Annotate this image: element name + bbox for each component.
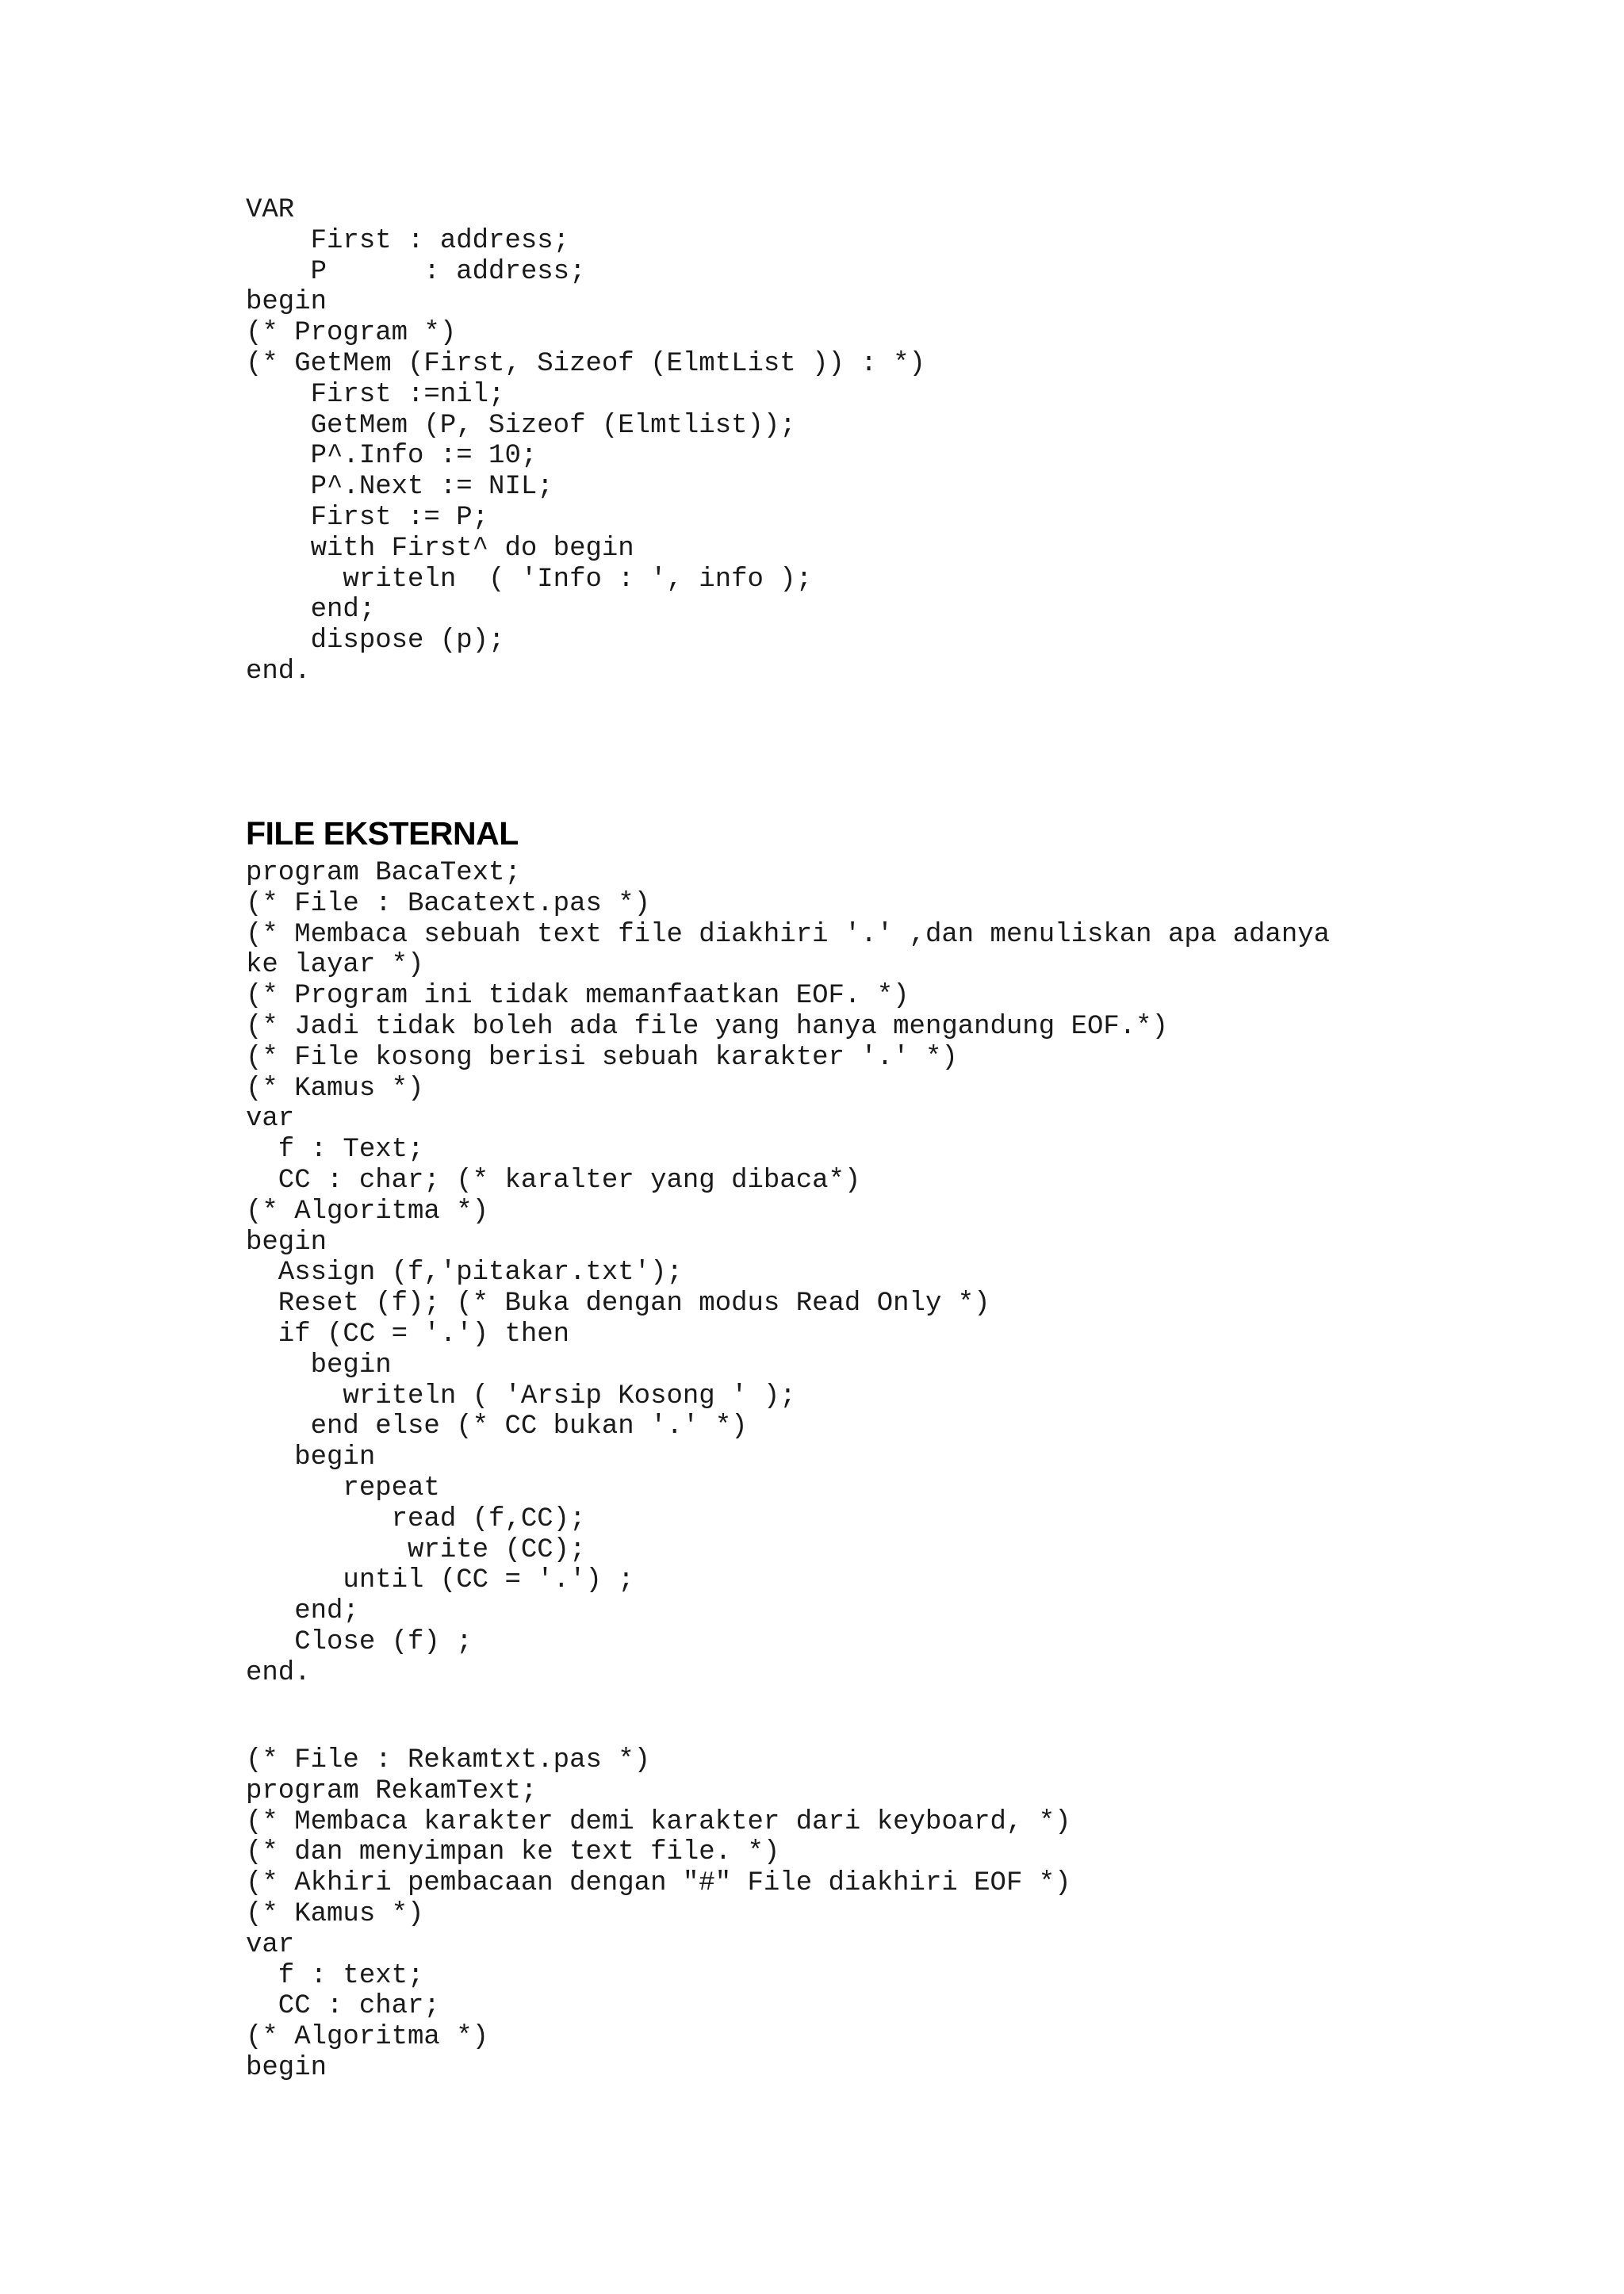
code-line: (* File : Bacatext.pas *) — [246, 888, 651, 919]
code-line: P : address; — [246, 256, 586, 287]
code-block-bacatext — [246, 858, 1330, 1689]
code-line: First := P; — [246, 502, 489, 533]
code-line: ke layar *) — [246, 950, 424, 981]
code-line: end; — [246, 1596, 359, 1627]
code-line: var — [246, 1104, 295, 1135]
code-block-rekamtext — [246, 1745, 1071, 2084]
code-line: First :=nil; — [246, 379, 505, 410]
code-line: VAR — [246, 195, 295, 225]
code-line: with First^ do begin — [246, 533, 634, 564]
code-line: (* Algoritma *) — [246, 1196, 489, 1227]
code-line: (* Program *) — [246, 318, 457, 349]
code-line: P^.Info := 10; — [246, 441, 538, 472]
code-line: (* Jadi tidak boleh ada file yang hanya mengandung EOF.*) — [246, 1011, 1168, 1042]
code-line: f : text; — [246, 1960, 424, 1991]
code-line: (* File : Rekamtxt.pas *) — [246, 1745, 651, 1775]
code-line: end else (* CC bukan '.' *) — [246, 1411, 748, 1442]
code-block-pointer-example — [246, 195, 925, 687]
code-line: (* Kamus *) — [246, 1898, 424, 1929]
code-line: (* Algoritma *) — [246, 2022, 489, 2053]
code-line: (* Kamus *) — [246, 1073, 424, 1104]
code-line: begin — [246, 1442, 376, 1473]
code-line: write (CC); — [246, 1534, 586, 1565]
code-line: begin — [246, 1350, 392, 1381]
code-line: P^.Next := NIL; — [246, 472, 553, 503]
code-line: (* Akhiri pembacaan dengan "#" File diakhiri EOF *) — [246, 1868, 1071, 1899]
code-line: CC : char; (* karalter yang dibaca*) — [246, 1165, 861, 1196]
code-line: Assign (f,'pitakar.txt'); — [246, 1258, 683, 1289]
code-line: var — [246, 1929, 295, 1960]
code-line: begin — [246, 2052, 327, 2083]
code-line: end. — [246, 656, 311, 687]
code-line: repeat — [246, 1473, 440, 1503]
code-line: writeln ( 'Arsip Kosong ' ); — [246, 1381, 796, 1411]
code-line: dispose (p); — [246, 626, 505, 657]
code-line: program RekamText; — [246, 1775, 538, 1806]
code-line: f : Text; — [246, 1135, 424, 1166]
code-line: begin — [246, 1227, 327, 1258]
code-line: until (CC = '.') ; — [246, 1565, 634, 1596]
code-line: end. — [246, 1657, 311, 1688]
code-line: (* GetMem (First, Sizeof (ElmtList )) : *) — [246, 348, 925, 379]
code-line: (* dan menyimpan ke text file. *) — [246, 1837, 780, 1868]
code-line: program BacaText; — [246, 858, 521, 888]
code-line: CC : char; — [246, 1991, 440, 2022]
code-line: GetMem (P, Sizeof (Elmtlist)); — [246, 410, 796, 441]
code-line: if (CC = '.') then — [246, 1319, 570, 1350]
code-line: Reset (f); (* Buka dengan modus Read Only *) — [246, 1289, 990, 1319]
code-line: writeln ( 'Info : ', info ); — [246, 564, 813, 595]
code-line: (* File kosong berisi sebuah karakter '.' *) — [246, 1042, 958, 1073]
code-line: read (f,CC); — [246, 1503, 586, 1534]
code-line: (* Program ini tidak memanfaatkan EOF. *) — [246, 981, 910, 1012]
code-line: Close (f) ; — [246, 1626, 473, 1657]
section-heading: FILE EKSTERNAL — [246, 815, 519, 852]
code-line: (* Membaca karakter demi karakter dari keyboard, *) — [246, 1806, 1071, 1837]
code-line: end; — [246, 595, 376, 626]
code-line: First : address; — [246, 225, 570, 256]
code-line: (* Membaca sebuah text file diakhiri '.' ,dan menuliskan apa adanya — [246, 919, 1331, 950]
code-line: begin — [246, 287, 327, 318]
